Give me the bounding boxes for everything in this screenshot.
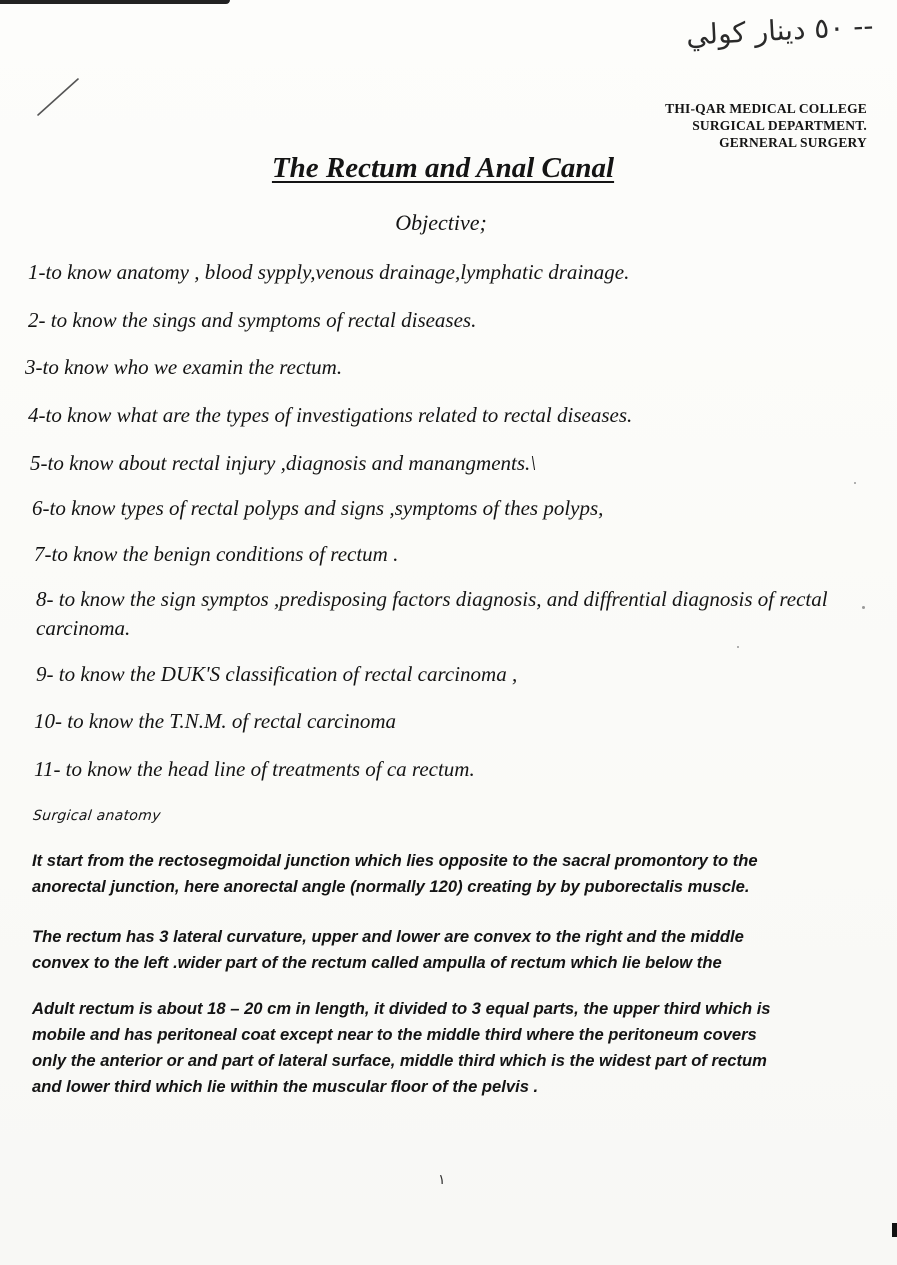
objective-item: 3-to know who we examin the rectum. (25, 355, 343, 379)
objective-item: 9- to know the DUK'S classification of rectal carcinoma , (36, 662, 518, 686)
paragraph-line: It start from the rectosegmoidal junction which lies opposite to the sacral promontory to the (32, 851, 758, 870)
objective-item: 7-to know the benign conditions of rectum . (34, 542, 399, 566)
paragraph-line: The rectum has 3 lateral curvature, upper and lower are convex to the right and the middle (32, 927, 744, 946)
section-heading: Surgical anatomy (32, 808, 162, 824)
objective-item: 5-to know about rectal injury ,diagnosis and manangments.\ (30, 451, 537, 475)
paragraph-line: only the anterior or and part of lateral surface, middle third which is the widest part of rectum (32, 1051, 767, 1070)
objective-item: 10- to know the T.N.M. of rectal carcinoma (34, 709, 397, 733)
scan-edge-shadow (0, 0, 230, 4)
objective-item: 8- to know the sign symptos ,predisposing factors diagnosis, and diffrential diagnosis of rectal carcinoma. (36, 587, 828, 640)
paragraph-line: Adult rectum is about 18 – 20 cm in length, it divided to 3 equal parts, the upper third which is (32, 999, 771, 1018)
objective-heading: Objective; (395, 210, 487, 235)
paragraph-line: anorectal junction, here anorectal angle (normally 120) creating by by puborectalis muscle. (32, 877, 750, 896)
objective-item: 4-to know what are the types of investigations related to rectal diseases. (28, 403, 633, 427)
handwritten-arabic-note: -- ٥٠ دينار كولي (684, 9, 874, 52)
objective-item: 2- to know the sings and symptoms of rectal diseases. (28, 308, 477, 332)
paragraph-1 (32, 848, 857, 900)
scan-speck (854, 482, 856, 484)
paragraph-line: mobile and has peritoneal coat except near to the middle third where the peritoneum covers (32, 1025, 757, 1044)
pen-check-mark (36, 76, 82, 118)
objective-item: 1-to know anatomy , blood sypply,venous drainage,lymphatic drainage. (28, 260, 630, 284)
objective-item: 11- to know the head line of treatments of ca rectum. (34, 757, 475, 781)
scan-corner-mark (892, 1223, 897, 1237)
paragraph-line: convex to the left .wider part of the rectum called ampulla of rectum which lie below the (32, 953, 722, 972)
scan-speck (737, 646, 739, 648)
institution-line: THI-QAR MEDICAL COLLEGE (665, 101, 867, 116)
institution-line: SURGICAL DEPARTMENT. (692, 118, 867, 133)
paragraph-3 (32, 996, 857, 1100)
institution-header (665, 100, 867, 151)
institution-line: GERNERAL SURGERY (719, 135, 867, 150)
paragraph-line: and lower third which lie within the muscular floor of the pelvis . (32, 1077, 539, 1096)
scan-speck (862, 606, 865, 609)
paragraph-2 (32, 924, 857, 976)
document-title: The Rectum and Anal Canal (271, 152, 615, 184)
objective-item: 6-to know types of rectal polyps and signs ,symptoms of thes polyps, (32, 496, 604, 520)
page-number: ١ (438, 1173, 446, 1188)
